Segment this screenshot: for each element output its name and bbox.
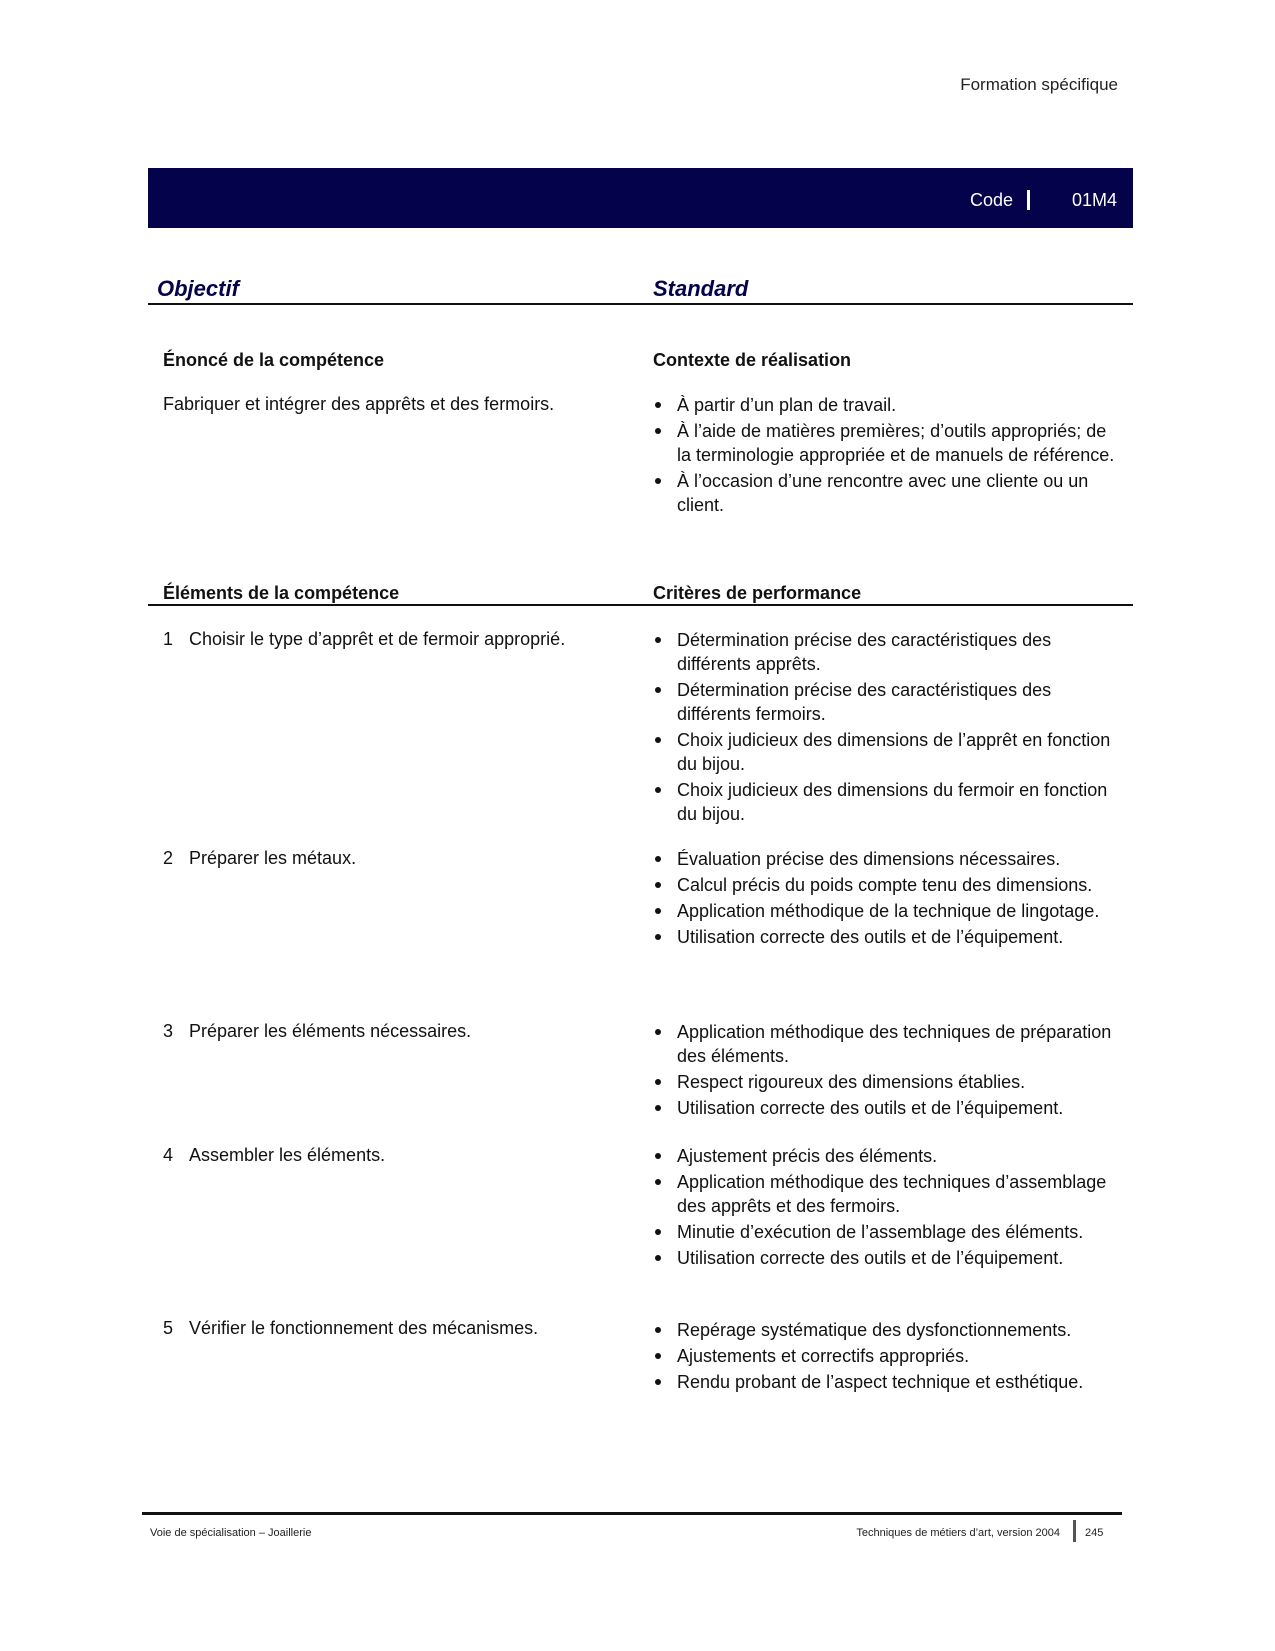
criterion-item: Ajustements et correctifs appropriés. (653, 1344, 1118, 1368)
bullet-icon (655, 908, 661, 914)
competence-heading: Énoncé de la compétence (163, 350, 385, 370)
element-number: 3 (163, 1021, 174, 1041)
criteria-heading: Critères de performance (653, 583, 862, 603)
bullet-icon (655, 1229, 661, 1235)
elements-heading: Éléments de la compétence (163, 583, 400, 603)
element-text: Choisir le type d’apprêt et de fermoir approprié. (189, 629, 566, 649)
criteria-list (653, 628, 1118, 826)
element-number: 4 (163, 1145, 174, 1165)
criterion-item: Application méthodique des techniques d’assemblage des apprêts et des fermoirs. (653, 1170, 1118, 1218)
criterion-item: Application méthodique des techniques de préparation des éléments. (653, 1020, 1118, 1068)
bullet-icon (655, 882, 661, 888)
page-number: 245 (1085, 1527, 1104, 1539)
criterion-item: Détermination précise des caractéristiques des différents apprêts. (653, 628, 1118, 676)
criterion-item: Ajustement précis des éléments. (653, 1144, 1118, 1168)
bullet-icon (655, 478, 661, 484)
bullet-icon (655, 1379, 661, 1385)
criterion-item: Rendu probant de l’aspect technique et esthétique. (653, 1370, 1118, 1394)
criterion-item: Respect rigoureux des dimensions établies. (653, 1070, 1118, 1094)
bullet-icon (655, 1153, 661, 1159)
bullet-icon (655, 1179, 661, 1185)
bullet-icon (655, 1353, 661, 1359)
element-row (163, 1143, 643, 1167)
element-text: Préparer les métaux. (189, 848, 357, 868)
criterion-item: Utilisation correcte des outils et de l’équipement. (653, 1096, 1118, 1120)
code-separator (1027, 190, 1030, 210)
bullet-icon (655, 687, 661, 693)
criterion-item: Application méthodique de la technique de lingotage. (653, 899, 1118, 923)
criteria-list (653, 847, 1118, 949)
bullet-icon (655, 428, 661, 434)
criterion-item: Minutie d’exécution de l’assemblage des éléments. (653, 1220, 1118, 1244)
bullet-icon (655, 1079, 661, 1085)
element-text: Préparer les éléments nécessaires. (189, 1021, 472, 1041)
bullet-icon (655, 856, 661, 862)
criteria-list (653, 1318, 1118, 1394)
criteria-list (653, 1020, 1118, 1120)
bullet-icon (655, 637, 661, 643)
footer-rule (142, 1512, 1122, 1515)
criterion-item: Calcul précis du poids compte tenu des dimensions. (653, 873, 1118, 897)
bullet-icon (655, 787, 661, 793)
bullet-icon (655, 1255, 661, 1261)
element-row (163, 627, 643, 651)
bullet-icon (655, 402, 661, 408)
document-section-label: Formation spécifique (960, 75, 1118, 94)
bullet-icon (655, 1327, 661, 1333)
code-label: Code (970, 190, 1014, 210)
criterion-item: Détermination précise des caractéristiques des différents fermoirs. (653, 678, 1118, 726)
element-text: Vérifier le fonctionnement des mécanismes. (189, 1318, 539, 1338)
context-item: À l’occasion d’une rencontre avec une cliente ou un client. (653, 469, 1118, 517)
criterion-item: Utilisation correcte des outils et de l’équipement. (653, 1246, 1118, 1270)
element-text: Assembler les éléments. (189, 1145, 386, 1165)
footer-left-text: Voie de spécialisation – Joaillerie (150, 1527, 312, 1539)
bullet-icon (655, 737, 661, 743)
element-number: 5 (163, 1318, 174, 1338)
element-number: 2 (163, 848, 174, 868)
section-rule (148, 604, 1133, 606)
criterion-item: Choix judicieux des dimensions du fermoir en fonction du bijou. (653, 778, 1118, 826)
competence-statement: Fabriquer et intégrer des apprêts et des fermoirs. (163, 394, 555, 414)
footer-separator (1073, 1520, 1076, 1542)
element-row (163, 1316, 643, 1340)
criteria-list (653, 1144, 1118, 1270)
criterion-item: Utilisation correcte des outils et de l’équipement. (653, 925, 1118, 949)
bullet-icon (655, 934, 661, 940)
bullet-icon (655, 1105, 661, 1111)
context-item: À partir d’un plan de travail. (653, 393, 1118, 417)
element-row (163, 846, 643, 870)
column-title-objectif: Objectif (157, 276, 239, 301)
criterion-item: Évaluation précise des dimensions nécessaires. (653, 847, 1118, 871)
bullet-icon (655, 1029, 661, 1035)
element-row (163, 1019, 643, 1043)
context-list (653, 393, 1118, 517)
criterion-item: Choix judicieux des dimensions de l’apprêt en fonction du bijou. (653, 728, 1118, 776)
criterion-item: Repérage systématique des dysfonctionnements. (653, 1318, 1118, 1342)
code-value: 01M4 (1072, 190, 1118, 210)
column-title-standard: Standard (653, 276, 749, 301)
element-number: 1 (163, 629, 174, 649)
context-item: À l’aide de matières premières; d’outils appropriés; de la terminologie appropriée et de manuels de référence. (653, 419, 1118, 467)
context-heading: Contexte de réalisation (653, 350, 852, 370)
header-rule (148, 303, 1133, 305)
footer-right-text: Techniques de métiers d’art, version 2004 (856, 1527, 1060, 1539)
